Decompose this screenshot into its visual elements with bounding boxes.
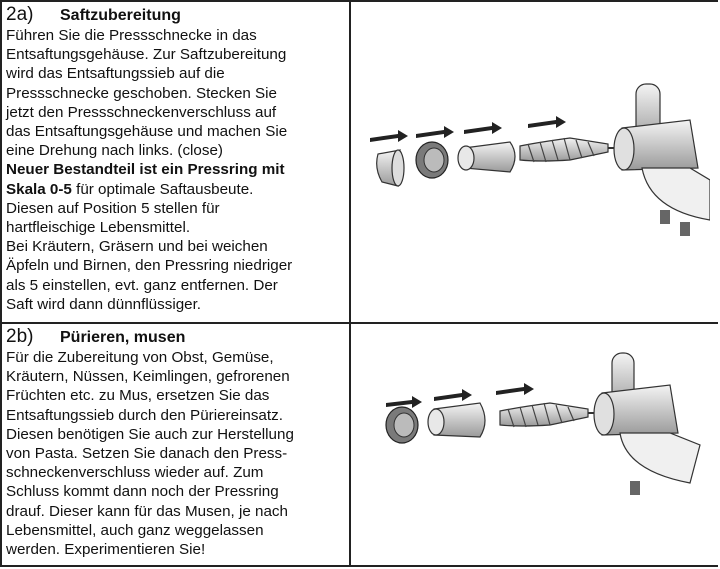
table-border-bottom xyxy=(0,565,718,567)
section-title: Pürieren, musen xyxy=(60,329,186,346)
arrow-icon xyxy=(434,389,472,401)
table-row-divider xyxy=(0,322,718,324)
juicer-housing xyxy=(614,84,710,236)
section-number: 2b) xyxy=(6,326,34,347)
section-2b-text xyxy=(6,326,346,559)
arrow-icon xyxy=(528,116,566,128)
juicer-housing xyxy=(594,353,700,495)
pressring-part xyxy=(377,150,404,186)
section-number: 2a) xyxy=(6,4,34,25)
juicer-assembly-illustration-2a xyxy=(360,70,710,250)
body-text-part2: für optimale Saftausbeute. Diesen auf Position 5 stellen für hartfleischige Lebensmittel. Bei Kräutern, Gräsern und bei weichen Äpfeln und Birnen, den Pressring niedriger als 5 einstellen, evt. ganz entfernen. Der Saft wird dann dünnflüssiger. xyxy=(6,180,293,313)
arrow-icon xyxy=(370,130,408,142)
arrow-icon xyxy=(496,383,534,395)
screw-cap-part xyxy=(416,142,448,178)
body-text-bold: Neuer Bestandteil ist ein Pressring mit Skala 0-5 xyxy=(6,161,285,198)
table-border-left xyxy=(0,0,2,567)
arrow-icon xyxy=(416,126,454,138)
press-screw-part xyxy=(500,403,602,427)
table-border-top xyxy=(0,0,718,2)
juicer-assembly-illustration-2b xyxy=(380,345,710,505)
arrow-icon xyxy=(464,122,502,134)
juice-sieve-part xyxy=(458,142,515,172)
puree-insert-part xyxy=(428,403,485,437)
section-body xyxy=(6,26,346,314)
section-2a-text xyxy=(6,4,346,314)
screw-cap-part xyxy=(386,407,418,443)
arrow-icon xyxy=(386,396,422,408)
section-title: Saftzubereitung xyxy=(60,7,181,24)
table-column-divider xyxy=(349,0,351,567)
body-text-part1: Führen Sie die Pressschnecke in das Entsaftungsgehäuse. Zur Saftzubereitung wird das Entsaftungssieb auf die Pressschnecke geschoben. Stecken Sie jetzt den Pressschneckenverschluss auf das Entsaftungsgehäuse und machen Sie eine Drehung nach links. (close) xyxy=(6,27,288,160)
section-body: Für die Zubereitung von Obst, Gemüse, Kräutern, Nüssen, Keimlingen, gefrorenen Früchten etc. zu Mus, ersetzen Sie das Entsaftungssieb durch den Püriereinsatz. Diesen benötigen Sie auch zur Herstellung von Pasta. Setzen Sie danach den Press- schneckenverschluss wieder auf. Zum Schluss kommt dann noch der Pressring drauf. Dieser kann für das Musen, je nach Lebensmittel, auch ganz weggelassen werden. Experimentieren Sie! xyxy=(6,349,294,559)
press-screw-part xyxy=(520,138,622,162)
